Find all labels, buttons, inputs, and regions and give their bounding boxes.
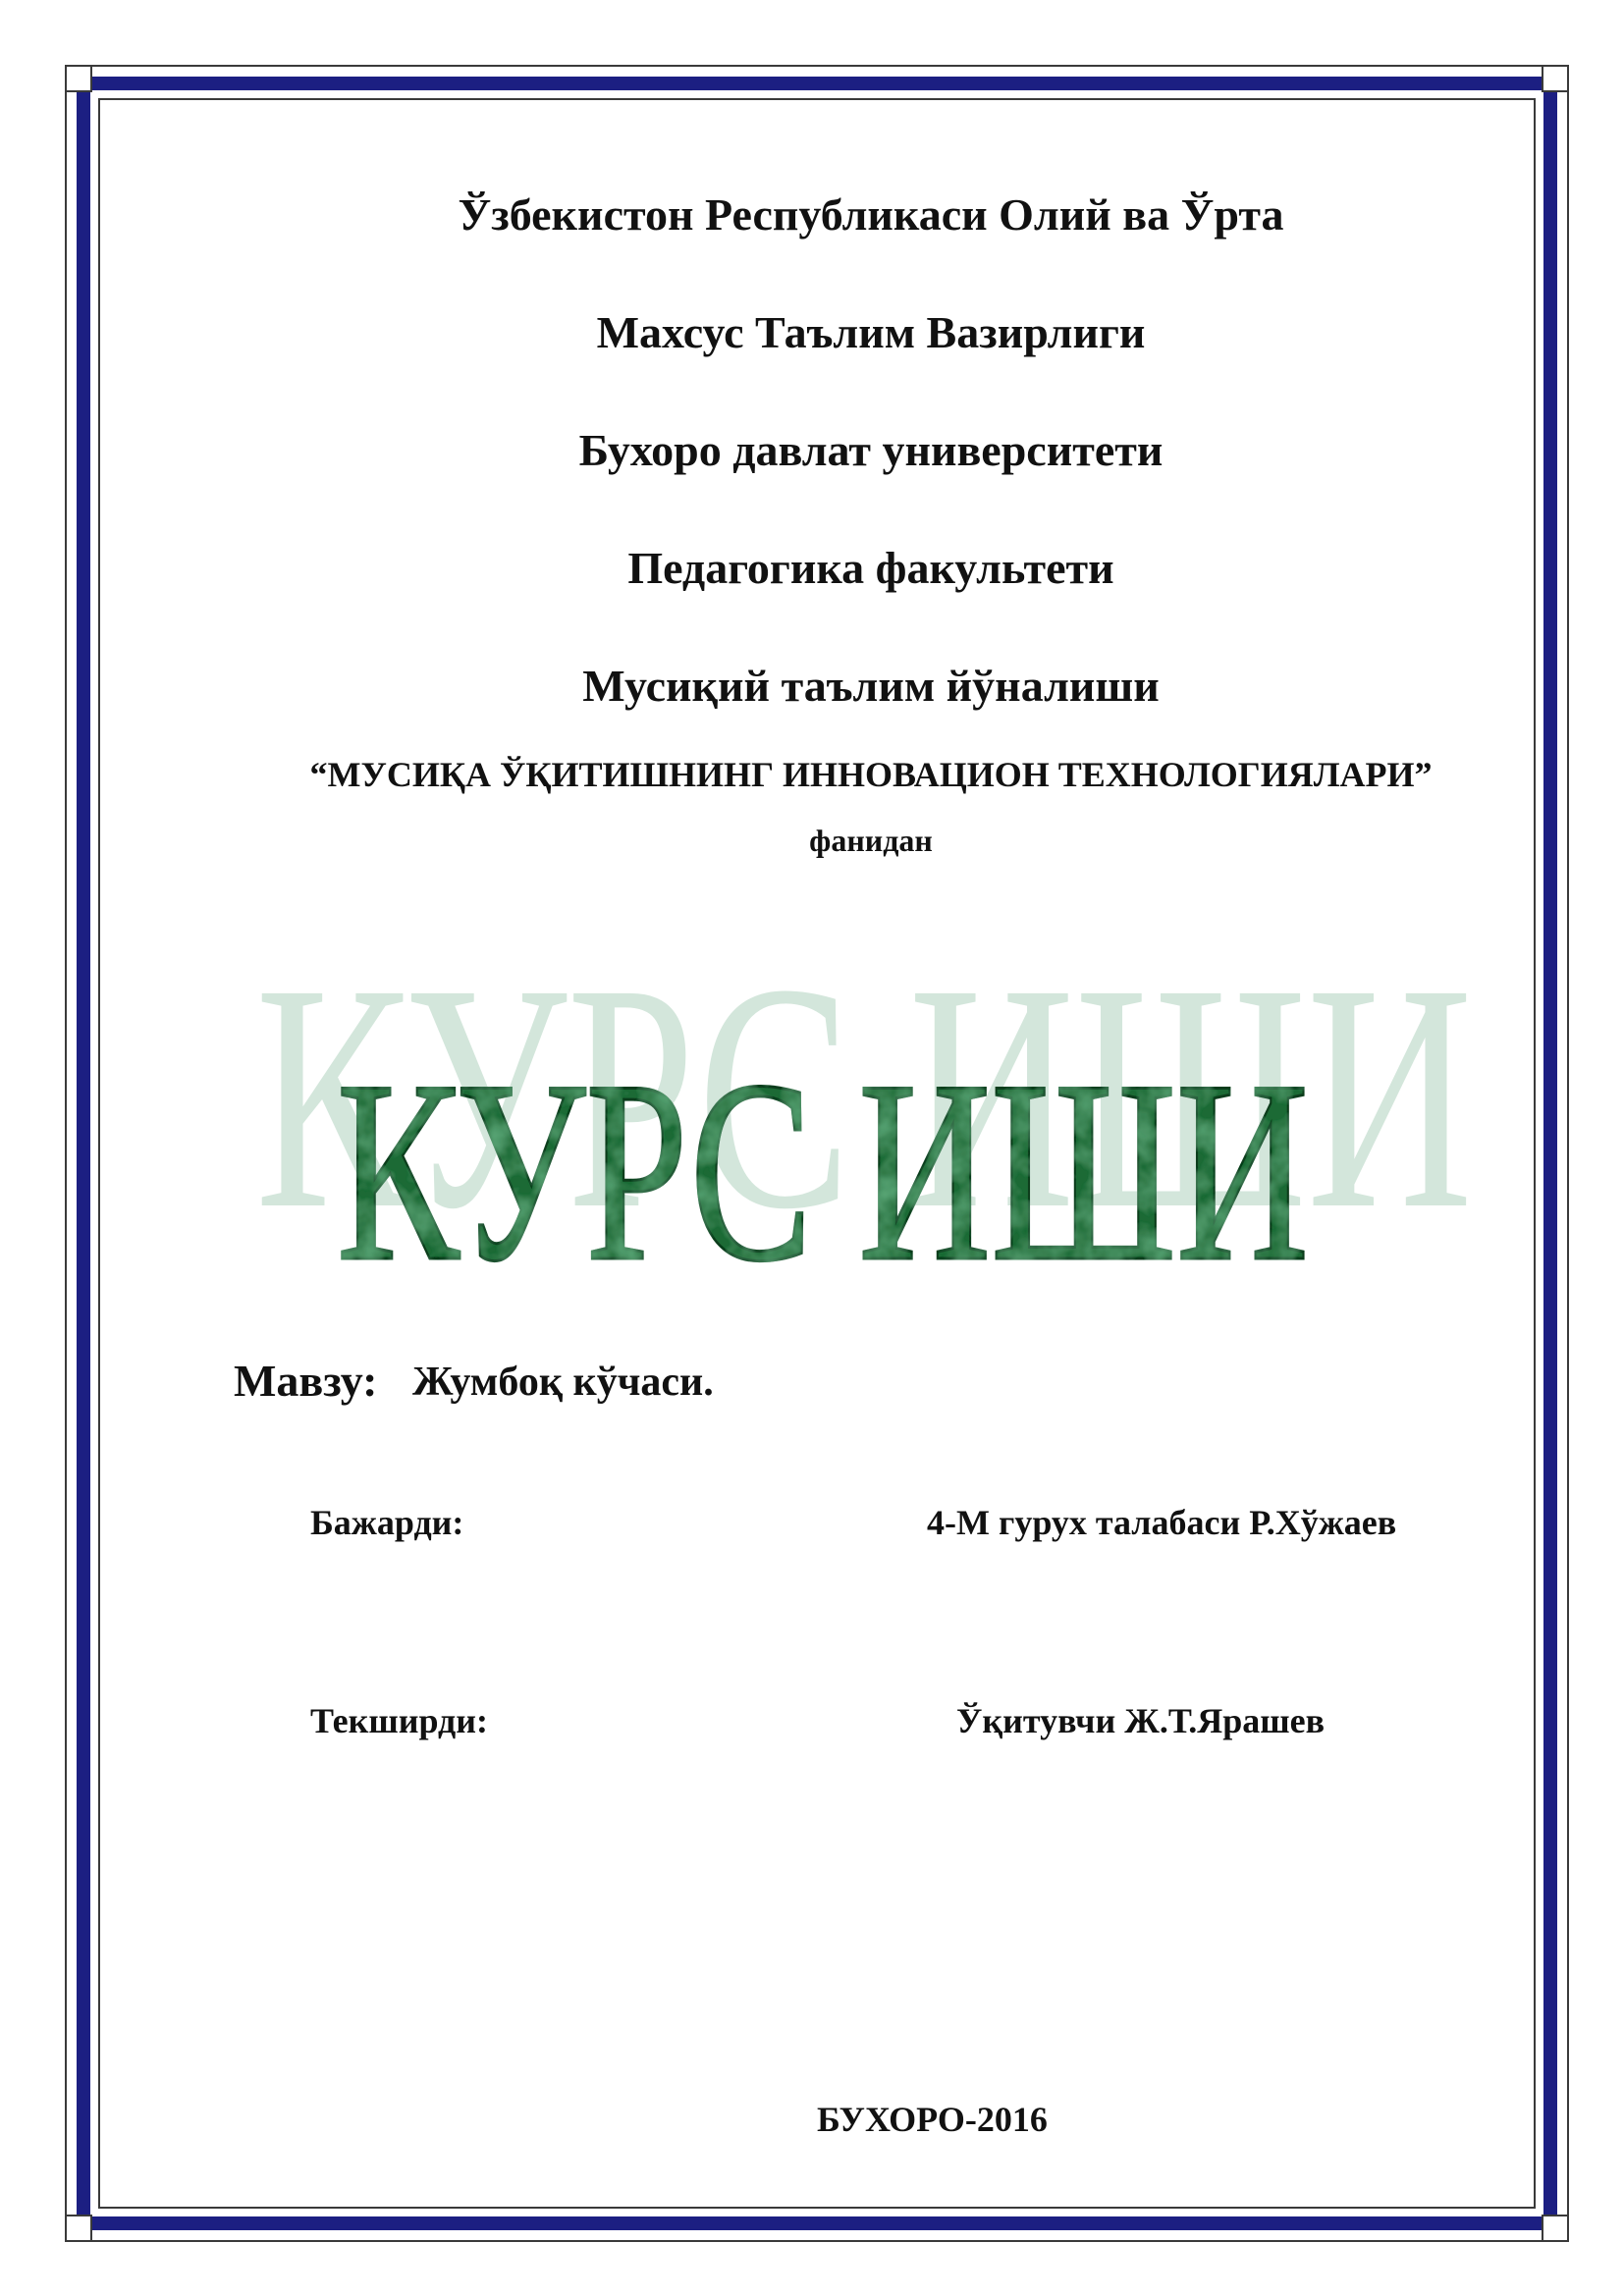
topic-label: Мавзу:: [234, 1356, 378, 1406]
course-subject-suffix: фанидан: [809, 823, 933, 858]
course-subject-title: “МУСИҚА ЎҚИТИШНИНГ ИННОВАЦИОН ТЕХНОЛОГИЯЛАРИ”: [309, 755, 1433, 794]
university-name: Бухоро давлат университети: [578, 425, 1164, 475]
wordart-main-text: КУРС ИШИ: [337, 1028, 1309, 1315]
wordart-shadow-text: КУРС ИШИ: [255, 918, 1473, 1276]
done-by-label: Бажарди:: [310, 1503, 464, 1542]
faculty-name: Педагогика факультети: [627, 543, 1114, 593]
checked-by-value: Ўқитувчи Ж.Т.Ярашев: [956, 1701, 1326, 1740]
city-year: БУХОРО-2016: [817, 2100, 1048, 2139]
direction-name: Мусиқий таълим йўналиши: [582, 661, 1160, 711]
ministry-line-2: Махсус Таълим Вазирлиги: [596, 307, 1146, 357]
checked-by-label: Текширди:: [310, 1701, 488, 1740]
ministry-line-1: Ўзбекистон Республикаси Олий ва Ўрта: [458, 189, 1284, 240]
done-by-value: 4-М гурух талабаси Р.Хўжаев: [927, 1503, 1397, 1542]
topic-value: Жумбоқ кўчаси.: [412, 1360, 714, 1405]
